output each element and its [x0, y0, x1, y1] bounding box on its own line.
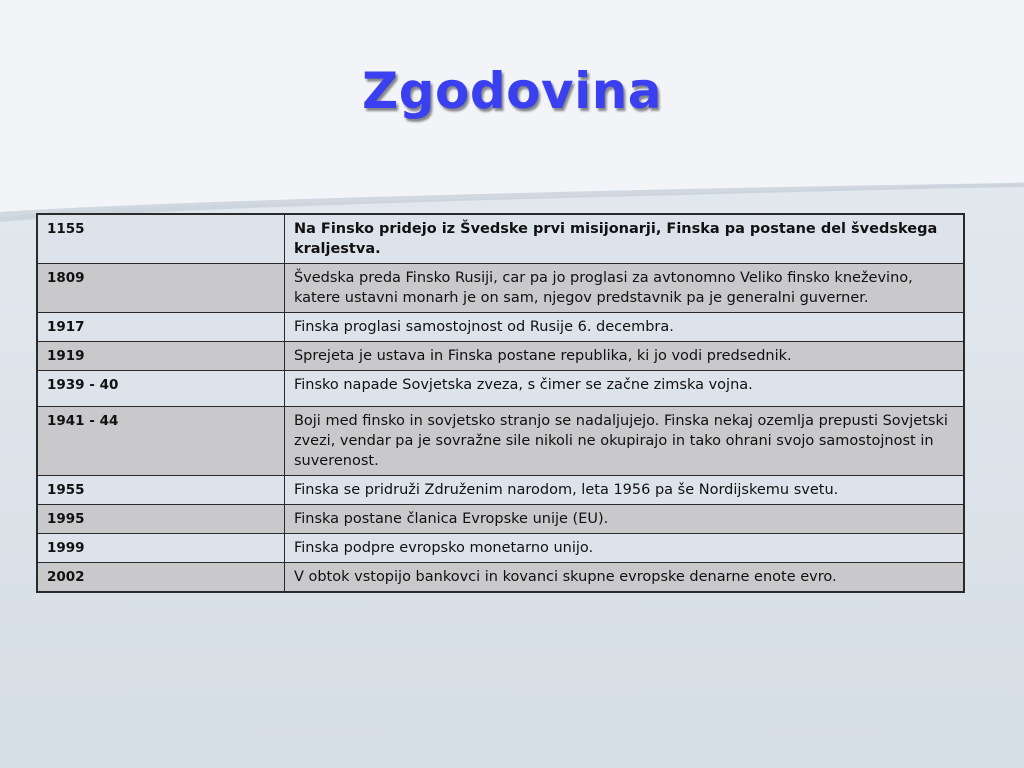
year-cell: 1917	[37, 313, 284, 342]
year-cell: 1941 - 44	[37, 407, 284, 476]
table-row	[37, 407, 964, 476]
table-row	[37, 505, 964, 534]
table-row	[37, 563, 964, 593]
year-cell: 1955	[37, 476, 284, 505]
table-row	[37, 476, 964, 505]
event-cell: Finsko napade Sovjetska zveza, s čimer se začne zimska vojna.	[284, 371, 964, 407]
history-table	[36, 213, 965, 593]
event-cell: Švedska preda Finsko Rusiji, car pa jo proglasi za avtonomno Veliko finsko kneževino, katere ustavni monarh je on sam, njegov predstavnik pa je generalni guverner.	[284, 264, 964, 313]
table-row	[37, 371, 964, 407]
table-row	[37, 342, 964, 371]
event-cell: Finska postane članica Evropske unije (EU).	[284, 505, 964, 534]
table-row	[37, 214, 964, 264]
table-row	[37, 534, 964, 563]
year-cell: 2002	[37, 563, 284, 593]
table-row	[37, 264, 964, 313]
event-cell: Finska podpre evropsko monetarno unijo.	[284, 534, 964, 563]
year-cell: 1995	[37, 505, 284, 534]
year-cell: 1809	[37, 264, 284, 313]
event-cell: V obtok vstopijo bankovci in kovanci skupne evropske denarne enote evro.	[284, 563, 964, 593]
slide-title: Zgodovina	[361, 62, 663, 120]
event-cell: Boji med finsko in sovjetsko stranjo se nadaljujejo. Finska nekaj ozemlja prepusti Sovjetski zvezi, vendar pa je sovražne sile nikoli ne okupirajo in tako ohrani svojo samostojnost in suverenost.	[284, 407, 964, 476]
event-cell: Sprejeta je ustava in Finska postane republika, ki jo vodi predsednik.	[284, 342, 964, 371]
event-cell: Na Finsko pridejo iz Švedske prvi misijonarji, Finska pa postane del švedskega kraljestva.	[284, 214, 964, 264]
year-cell: 1919	[37, 342, 284, 371]
year-cell: 1939 - 40	[37, 371, 284, 407]
event-cell: Finska proglasi samostojnost od Rusije 6. decembra.	[284, 313, 964, 342]
table-row	[37, 313, 964, 342]
event-cell: Finska se pridruži Združenim narodom, leta 1956 pa še Nordijskemu svetu.	[284, 476, 964, 505]
year-cell: 1999	[37, 534, 284, 563]
year-cell: 1155	[37, 214, 284, 264]
